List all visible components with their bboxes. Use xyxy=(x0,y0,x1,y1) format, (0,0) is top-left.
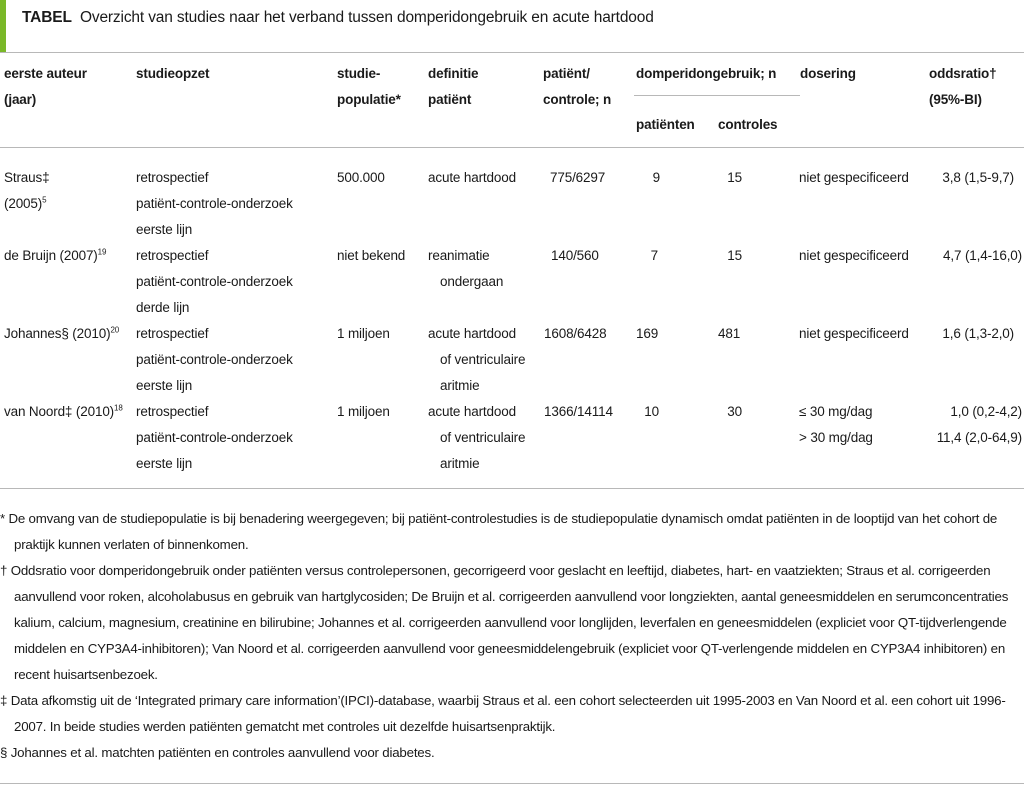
cell-population: 500.000 xyxy=(337,170,385,185)
table-title-bar xyxy=(0,0,1024,52)
cell-author: de Bruijn $(2007)^{19}$ xyxy=(4,247,107,263)
header-rule xyxy=(0,147,1024,148)
header-use-patients: patiënten xyxy=(636,117,695,132)
cell-population: niet bekend xyxy=(337,248,406,263)
header-group-rule xyxy=(634,95,800,96)
footnote-dagger: † Oddsratio voor domperidongebruik onder patiënten versus controlepersonen, gecorrigeerd voor geslacht en leeftijd, diabetes, hart- en vaatziekten; Straus et al. corrigeerden aanvullend voor roken, alcoholabusus en gebruik van hartglycosiden; De Bruijn et al. corrigeerden aanvullend voor longziekten, aantal geneesmiddelen en serumconcentraties kalium, calcium, magnesium, creatinine en bilirubine; Johannes et al. corrigeerden aanvullend voor longlijden, leverfalen en geneesmiddelen (expliciet voor QT-tijdverlengende middelen en CYP3A4-inhibitoren); Van Noord et al. corrigeerden aanvullend voor geneesmiddelengebruik (expliciet voor QT-verlengende middelen en CYP3A4 inhibitoren) en recent huisartsenbezoek. xyxy=(0,563,1009,682)
cell-author: Straus‡ $(2005)^5$ xyxy=(4,170,50,211)
cell-patient-control: 1608/6428 xyxy=(544,326,607,341)
header-oddsratio: oddsratio† (95%-BI) xyxy=(929,66,997,107)
cell-use-patients: 10 xyxy=(644,404,659,419)
cell-dosage: niet gespecificeerd xyxy=(799,170,909,185)
header-author: eerste auteur (jaar) xyxy=(4,66,87,107)
cell-use-controls: 15 xyxy=(727,170,742,185)
cell-definition: reanimatie ondergaan xyxy=(428,248,504,289)
header-use-controls: controles xyxy=(718,117,778,132)
cell-author: Johannes§ $(2010)^{20}$ xyxy=(4,325,120,341)
cell-use-patients: 7 xyxy=(650,248,658,263)
title-rule xyxy=(0,52,1024,53)
cell-use-patients: 9 xyxy=(652,170,660,185)
cell-oddsratio: 1,0 (0,2-4,2) 11,4 (2,0-64,9) xyxy=(936,404,1022,445)
title-accent-stripe xyxy=(0,0,6,52)
cell-design: retrospectief patiënt-controle-onderzoek eerste lijn xyxy=(136,404,293,471)
table-label: TABEL xyxy=(22,9,72,26)
header-definition: definitie patiënt xyxy=(428,66,479,107)
footnote-asterisk: * De omvang van de studiepopulatie is bij benadering weergegeven; bij patiënt-controlestudies is de studiepopulatie dynamisch omdat patiënten in de looptijd van het cohort de praktijk kunnen verlaten of binnenkomen. xyxy=(0,511,998,552)
table-title xyxy=(22,9,654,27)
cell-author: van Noord‡ $(2010)^{18}$ xyxy=(4,403,123,419)
cell-use-controls: 15 xyxy=(727,248,742,263)
header-population: studie- populatie* xyxy=(337,66,401,107)
body-rule xyxy=(0,488,1024,489)
bottom-rule xyxy=(0,783,1024,784)
cell-population: 1 miljoen xyxy=(337,326,390,341)
cell-dosage: ≤ 30 mg/dag > 30 mg/dag xyxy=(799,404,873,445)
cell-oddsratio: 1,6 (1,3-2,0) xyxy=(942,326,1014,341)
cell-definition: acute hartdood xyxy=(428,170,516,185)
header-use-group: domperidongebruik; n xyxy=(636,66,777,81)
cell-patient-control: 775/6297 xyxy=(550,170,606,185)
header-patient-control: patiënt/ controle; n xyxy=(543,66,612,107)
cell-use-controls: 481 xyxy=(718,326,741,341)
footnote-double-dagger: ‡ Data afkomstig uit de ‘Integrated primary care information’(IPCI)-database, waarbij Straus et al. een cohort selecteerden uit 1995-2003 en Van Noord et al. een cohort uit 1996-2007. In beide studies werden patiënten gematcht met controles uit dezelfde huisartsenpraktijk. xyxy=(0,693,1006,734)
cell-use-controls: 30 xyxy=(727,404,742,419)
header-design: studieopzet xyxy=(136,66,210,81)
footnotes xyxy=(0,506,1024,766)
cell-design: retrospectief patiënt-controle-onderzoek eerste lijn xyxy=(136,326,293,393)
table-caption: Overzicht van studies naar het verband tussen domperidongebruik en acute hartdood xyxy=(79,9,654,26)
cell-patient-control: 140/560 xyxy=(551,248,599,263)
cell-design: retrospectief patiënt-controle-onderzoek eerste lijn xyxy=(136,170,293,237)
cell-population: 1 miljoen xyxy=(337,404,390,419)
cell-use-patients: 169 xyxy=(636,326,659,341)
cell-definition: acute hartdood of ventriculaire aritmie xyxy=(428,404,526,471)
cell-oddsratio: 3,8 (1,5-9,7) xyxy=(942,170,1014,185)
cell-design: retrospectief patiënt-controle-onderzoek derde lijn xyxy=(136,248,293,315)
header-dosage: dosering xyxy=(800,66,856,81)
cell-oddsratio: 4,7 (1,4-16,0) xyxy=(943,248,1022,263)
cell-patient-control: 1366/14114 xyxy=(544,404,613,419)
cell-definition: acute hartdood of ventriculaire aritmie xyxy=(428,326,526,393)
cell-dosage: niet gespecificeerd xyxy=(799,248,909,263)
footnote-section: § Johannes et al. matchten patiënten en controles aanvullend voor diabetes. xyxy=(0,745,435,760)
cell-dosage: niet gespecificeerd xyxy=(799,326,909,341)
